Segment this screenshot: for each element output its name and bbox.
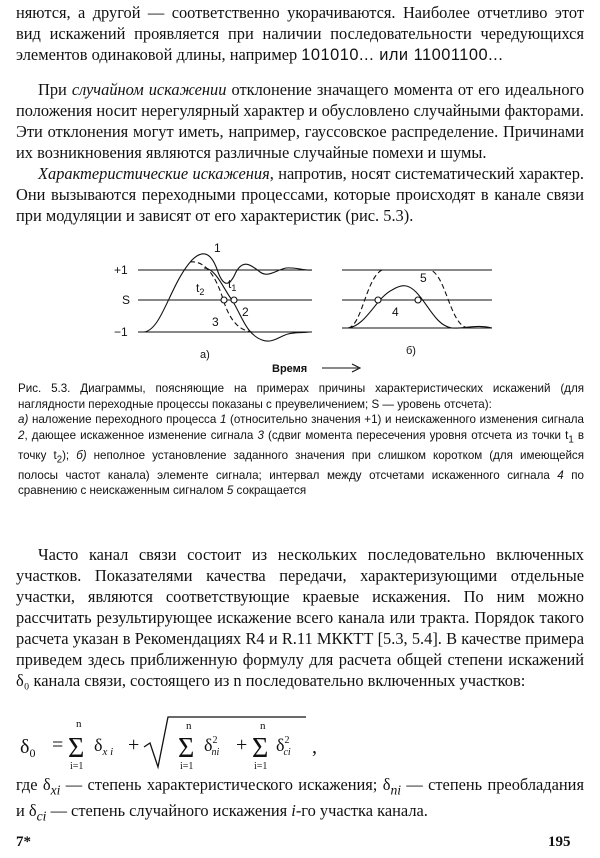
formula-term2: $\delta^2$ пi [204, 735, 220, 758]
sum1-top: n [76, 718, 82, 730]
formula-plus2: + [236, 734, 248, 756]
level-minus-label: −1 [114, 325, 128, 339]
formula-lhs: $\delta_0$ [20, 736, 36, 760]
intro-paragraph [16, 2, 584, 66]
curve-1-label: 1 [214, 241, 221, 255]
curve-2-label: 2 [242, 305, 249, 319]
level-s-label: S [122, 293, 131, 307]
crossing-point-t2 [231, 297, 237, 303]
sum3-bottom: i=1 [254, 761, 268, 771]
characteristic-text: , напротив, носят систематический характер. Они вызываются переходными процессами, которые происходят в канале связи при модуляции и зависят от его характеристик (рис. 5.3). [16, 164, 584, 225]
curve-4-label: 4 [392, 305, 399, 319]
intro-text: няются, а другой — соответственно укорачиваются. Наиболее отчетливо этот вид искажений проявляется при наличии последовательности чередующихся элементов одинаковой длины, например [16, 3, 584, 64]
formula-comma: , [312, 736, 317, 758]
level-plus-label: +1 [114, 263, 128, 277]
sum1-symbol: Σ [68, 733, 85, 764]
sum2-symbol: Σ [178, 733, 195, 764]
random-term: случайном искажении [71, 80, 227, 99]
formula-term3: $\delta^2$ ci [276, 735, 291, 758]
formula-legend-paragraph: где $\delta_{xi}$ — степень характеристического искажения; $\delta_{пi}$ — степень преобладания и $\delta_{ci}$ — степень случайного искажения i-го участка канала. [16, 775, 584, 824]
random-text: отклонение значащего момента от его идеального положения носит нерегулярный характер и обусловлено случайными факторами. Эти отклонения могут иметь, например, гауссовское распределение. Причинами их возникновения являются различные случайные помехи и шумы. [16, 80, 585, 162]
curve-2-ideal [190, 262, 310, 332]
figure-5-3-diagram [96, 238, 516, 380]
curve-3-distorted [204, 268, 310, 341]
formula-equals: = [52, 734, 64, 756]
sum2-top: n [186, 720, 192, 732]
sum3-symbol: Σ [252, 733, 269, 764]
figure-caption: Рис. 5.3. Диаграммы, поясняющие на примерах причины характеристических искажений (для наглядности переходные процессы показаны с преувеличением; S — уровень отсчета): а) наложение переходного процесса 1 (относительно значения +1) и неискаженного изменения сигнала 2, дающее искаженное изменение сигнала 3 (сдвиг момента пересечения уровня отсчета из точки $t_1$ в точку $t_2$); б) неполное установление заданного значения при слишком коротком (для имеющейся полосы частот канала) элементе сигнала; интервал между отсчетами искаженного сигнала 4 по сравнению с неискаженным сигналом 5 сокращается [18, 382, 585, 498]
signature-mark: 7* [16, 834, 31, 850]
page-number: 195 [548, 834, 571, 850]
sum3-top: n [260, 720, 266, 732]
curve-1-transient [144, 254, 312, 332]
random-lead: При [38, 80, 72, 99]
formula-graphic [16, 713, 584, 771]
sum1-bottom: i=1 [70, 761, 84, 771]
formula-plus1: + [128, 734, 140, 756]
crossing-point-t1 [221, 297, 227, 303]
characteristic-term: Характеристические искажения [38, 164, 270, 183]
curve-3-label: 3 [212, 315, 219, 329]
time-axis-label: Время [272, 363, 308, 375]
channel-paragraph: Часто канал связи состоит из нескольких последовательно включенных участков. Показателями качества передачи, характеризующими отдельные участки, являются соответствующие краевые искажения. По ним можно рассчитать результирующее искажение всего канала или тракта. Порядок такого расчета указан в Рекомендациях R4 и R.11 МККТТ [5.3, 5.4]. В качестве примера приведем здесь приближенную формулу для расчета общей степени искажений δ₀ канала связи, состоящего из n последовательно включенных участков: [16, 545, 584, 690]
sample-point-left [375, 297, 381, 303]
bit-sequence-examples: 101010... или 11001100... [301, 46, 504, 64]
t2-label: $t_2$ [196, 281, 205, 297]
figure-5-3 [96, 238, 516, 380]
panel-b-label: б) [406, 345, 416, 357]
caption-title: Рис. 5.3. Диаграммы, поясняющие на примерах причины характеристических искажений (для наглядности переходные процессы показаны с преувеличением; S — уровень отсчета): [18, 382, 584, 411]
sum2-bottom: i=1 [180, 761, 194, 771]
sample-point-right [415, 297, 421, 303]
t1-label: $t_1$ [228, 277, 237, 293]
random-distortion-paragraph [16, 79, 584, 163]
formula-term1: $\delta_{x i}$ [94, 735, 114, 758]
curve-5-label: 5 [420, 271, 427, 285]
curve-4-distorted [348, 286, 492, 328]
characteristic-distortion-paragraph [16, 163, 584, 226]
distortion-formula [16, 713, 584, 771]
panel-a-label: а) [200, 349, 210, 361]
